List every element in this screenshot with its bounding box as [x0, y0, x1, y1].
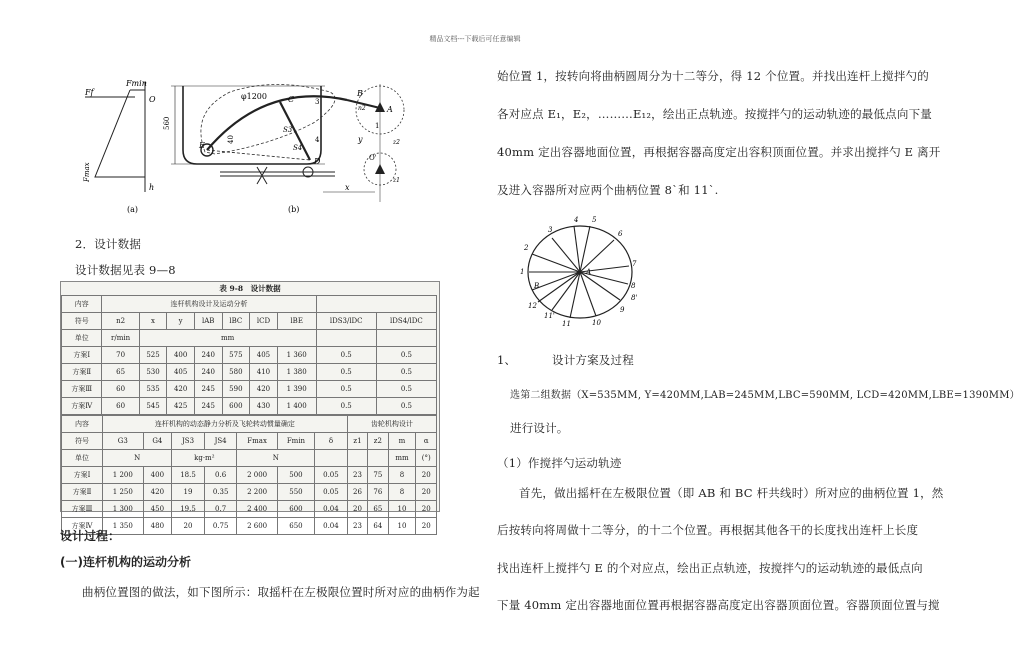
design-data-table: [60, 281, 440, 530]
crank-label-8: 8: [631, 282, 636, 290]
c: 430: [250, 398, 278, 415]
left-paragraph: 曲柄位置图的做法，如下图所示：取摇杆在左极限位置时所对应的曲柄作为起: [82, 585, 480, 599]
caption-a: (a): [127, 205, 139, 214]
cell-blank: [316, 296, 436, 313]
label-z2: z2: [393, 139, 400, 146]
mechanism-figure: [75, 72, 410, 217]
c: 1 380: [277, 364, 316, 381]
crank-position-figure: [514, 210, 644, 328]
unit: [347, 450, 367, 467]
c: 18.5: [172, 467, 205, 484]
sym: G4: [143, 433, 172, 450]
right-line-3: 40mm 定出容器地面位置，再根据容器高度定出容积顶面位置。并求出搅拌勺 E 离开: [497, 145, 941, 159]
c: 545: [139, 398, 167, 415]
crank-label-2: 2: [524, 244, 529, 252]
label-fmin: Fmin: [126, 79, 147, 88]
sym: lBC: [222, 313, 250, 330]
label-z1: z1: [393, 177, 400, 184]
sym: α: [416, 433, 437, 450]
page-header: 精品文档---下载后可任意编辑: [429, 35, 521, 43]
unit: mm: [388, 450, 416, 467]
c: 20: [172, 518, 205, 535]
c: 410: [250, 364, 278, 381]
crank-label-6: 6: [618, 230, 623, 238]
cell-unit-1: 单位: [62, 330, 102, 347]
c: 0.05: [315, 484, 348, 501]
sec1-number: 1、: [497, 353, 517, 367]
crank-label-b: B: [534, 282, 540, 290]
cell-group2: 连杆机构的动态静力分析及飞轮转动惯量确定: [103, 416, 348, 433]
dim-560: 560: [163, 116, 171, 130]
sym: z2: [368, 433, 388, 450]
sym: G3: [103, 433, 143, 450]
c: 70: [102, 347, 139, 364]
c: 10: [388, 518, 416, 535]
c: 0.04: [315, 501, 348, 518]
sym: lDS3/lDC: [316, 313, 376, 330]
c: 0.5: [316, 347, 376, 364]
unit: mm: [139, 330, 316, 347]
c: 2 400: [237, 501, 277, 518]
dim-1200: φ1200: [241, 92, 267, 101]
cell-symbol-2: 符号: [62, 433, 103, 450]
c: 590: [222, 381, 250, 398]
c: 60: [102, 398, 139, 415]
unit: N: [103, 450, 172, 467]
sym: n2: [102, 313, 139, 330]
c: 10: [388, 501, 416, 518]
c: 580: [222, 364, 250, 381]
right-line-2: 各对应点 E₁，E₂，………E₁₂，绘出正点轨迹。按搅拌勺的运动轨迹的最低点向下量: [497, 107, 932, 121]
c: 1 350: [103, 518, 143, 535]
sym: JS3: [172, 433, 205, 450]
c: 405: [250, 347, 278, 364]
c: 525: [139, 347, 167, 364]
label-a: A: [387, 105, 393, 114]
table-row: 方案Ⅱ: [62, 364, 102, 381]
label-s3: S3: [283, 126, 293, 134]
sec1-title: 设计方案及过程: [552, 353, 634, 367]
c: 19.5: [172, 501, 205, 518]
c: 65: [102, 364, 139, 381]
table-row: 方案Ⅳ: [62, 518, 103, 535]
cell-group1: 连杆机构设计及运动分析: [102, 296, 316, 313]
cell-content-1: 内容: [62, 296, 102, 313]
sym: JS4: [204, 433, 237, 450]
crank-label-4: 4: [574, 216, 579, 224]
c: 20: [416, 501, 437, 518]
right-line-1: 始位置 1，按转向将曲柄圆周分为十二等分，得 12 个位置。并找出连杆上搅拌勺的: [497, 69, 929, 83]
c: 1 360: [277, 347, 316, 364]
c: 400: [167, 347, 195, 364]
sym: lAB: [194, 313, 222, 330]
crank-label-7: 7: [632, 260, 637, 268]
c: 240: [194, 347, 222, 364]
c: 600: [222, 398, 250, 415]
c: 1 400: [277, 398, 316, 415]
crank-label-8prime: 8': [631, 294, 638, 302]
crank-label-11: 11: [562, 320, 571, 328]
c: 240: [194, 364, 222, 381]
c: 405: [167, 364, 195, 381]
c: 0.5: [376, 347, 436, 364]
c: 20: [416, 484, 437, 501]
c: 23: [347, 518, 367, 535]
c: 1 390: [277, 381, 316, 398]
sym: y: [167, 313, 195, 330]
c: 75: [368, 467, 388, 484]
c: 0.5: [376, 364, 436, 381]
c: 0.5: [376, 381, 436, 398]
c: 1 250: [103, 484, 143, 501]
table-row: 方案Ⅰ: [62, 347, 102, 364]
c: 0.5: [316, 381, 376, 398]
crank-label-10: 10: [592, 319, 601, 327]
c: 23: [347, 467, 367, 484]
table-row: 方案Ⅲ: [62, 501, 103, 518]
c: 8: [388, 467, 416, 484]
c: 500: [277, 467, 314, 484]
c: 0.7: [204, 501, 237, 518]
kinematics-title: (一)连杆机构的运动分析: [60, 555, 191, 569]
sym: lBE: [277, 313, 316, 330]
sym: δ: [315, 433, 348, 450]
c: 425: [167, 398, 195, 415]
force-diagram: [85, 82, 145, 192]
label-o: O: [149, 95, 156, 104]
c: 420: [143, 484, 172, 501]
c: 0.5: [376, 398, 436, 415]
c: 0.6: [204, 467, 237, 484]
c: 2 000: [237, 467, 277, 484]
c: 420: [167, 381, 195, 398]
c: 0.35: [204, 484, 237, 501]
section2-text: 设计数据见表 9—8: [75, 263, 176, 277]
label-s4: S4: [293, 144, 303, 152]
section2-title: 2．设计数据: [75, 237, 142, 251]
sym: m: [388, 433, 416, 450]
sym: lDS4/lDC: [376, 313, 436, 330]
label-n2: n2: [358, 105, 366, 112]
c: 0.5: [316, 364, 376, 381]
c: 245: [194, 381, 222, 398]
c: 2 600: [237, 518, 277, 535]
unit: [315, 450, 348, 467]
label-y: y: [358, 135, 363, 144]
choice-line: 选第二组数据（X=535MM, Y=420MM,LAB=245MM,LBC=590MM, LCD=420MM,LBE=1390MM）: [510, 390, 1020, 401]
table-row: 方案Ⅱ: [62, 484, 103, 501]
c: 8: [388, 484, 416, 501]
cell-symbol-1: 符号: [62, 313, 102, 330]
design-process-title: 设计过程：: [60, 529, 121, 543]
c: 19: [172, 484, 205, 501]
c: 65: [368, 501, 388, 518]
sub1-title: （1）作搅拌勺运动轨迹: [497, 456, 622, 470]
unit: kg·m²: [172, 450, 237, 467]
sym: Fmin: [277, 433, 314, 450]
crank-label-1: 1: [520, 268, 525, 276]
label-d: D: [314, 157, 321, 166]
c: 535: [139, 381, 167, 398]
c: 60: [102, 381, 139, 398]
unit: r/min: [102, 330, 139, 347]
c: 245: [194, 398, 222, 415]
c: 20: [416, 518, 437, 535]
body-line-4: 下量 40mm 定出容器地面位置再根据容器高度定出容器顶面位置。容器顶面位置与搅: [497, 598, 940, 612]
sym: lCD: [250, 313, 278, 330]
c: 0.04: [315, 518, 348, 535]
label-c: C: [288, 95, 295, 104]
table-row: 方案Ⅲ: [62, 381, 102, 398]
label-b: B: [357, 89, 363, 98]
table-caption: 表 9-8 设计数据: [219, 284, 281, 293]
c: 0.5: [316, 398, 376, 415]
crank-label-9: 9: [620, 306, 625, 314]
c: 26: [347, 484, 367, 501]
unit: N: [237, 450, 315, 467]
body-line-3: 找出连杆上搅拌勺 E 的个对应点，绘出正点轨迹，按搅拌勺的运动轨迹的最低点向: [497, 561, 923, 575]
c: 76: [368, 484, 388, 501]
c: 550: [277, 484, 314, 501]
c: 575: [222, 347, 250, 364]
label-x: x: [345, 183, 350, 192]
table-row: 方案Ⅰ: [62, 467, 103, 484]
label-1: 1: [375, 122, 380, 130]
dim-40: 40: [227, 135, 235, 144]
c: 1 300: [103, 501, 143, 518]
unit: [316, 330, 376, 347]
sym: z1: [347, 433, 367, 450]
label-o-prime: O': [369, 154, 377, 162]
c: 0.75: [204, 518, 237, 535]
cell-group3: 齿轮机构设计: [347, 416, 436, 433]
c: 420: [250, 381, 278, 398]
crank-label-11prime: 11': [544, 312, 555, 320]
table-row: 方案Ⅳ: [62, 398, 102, 415]
caption-b: (b): [288, 205, 300, 214]
c: 650: [277, 518, 314, 535]
crank-label-3: 3: [548, 226, 553, 234]
label-ff: Ff: [85, 88, 94, 97]
c: 600: [277, 501, 314, 518]
label-4: 4: [315, 136, 320, 144]
c: 20: [347, 501, 367, 518]
c: 1 200: [103, 467, 143, 484]
sym: x: [139, 313, 167, 330]
proceed-line: 进行设计。: [510, 421, 569, 435]
label-h: h: [149, 183, 155, 192]
c: 20: [416, 467, 437, 484]
c: 2 200: [237, 484, 277, 501]
c: 64: [368, 518, 388, 535]
crank-label-a: A: [586, 268, 592, 276]
crank-label-12: 12: [528, 302, 537, 310]
right-line-4: 及进入容器所对应两个曲柄位置 8`和 11`.: [497, 183, 719, 197]
c: 450: [143, 501, 172, 518]
c: 530: [139, 364, 167, 381]
label-e: E: [199, 141, 205, 150]
cell-content-2: 内容: [62, 416, 103, 433]
body-line-2: 后按转向将周做十二等分，的十二个位置。再根据其他各干的长度找出连杆上长度: [497, 523, 919, 537]
cell-unit-2: 单位: [62, 450, 103, 467]
label-3: 3: [315, 98, 320, 106]
unit: (°): [416, 450, 437, 467]
label-fmax: Fmax: [83, 162, 91, 182]
sym: Fmax: [237, 433, 277, 450]
c: 400: [143, 467, 172, 484]
c: 0.05: [315, 467, 348, 484]
unit: [376, 330, 436, 347]
crank-label-5: 5: [592, 216, 597, 224]
c: 480: [143, 518, 172, 535]
body-line-1: 首先，做出摇杆在左极限位置（即 AB 和 BC 杆共线时）所对应的曲柄位置 1，然: [519, 486, 944, 500]
unit: [368, 450, 388, 467]
